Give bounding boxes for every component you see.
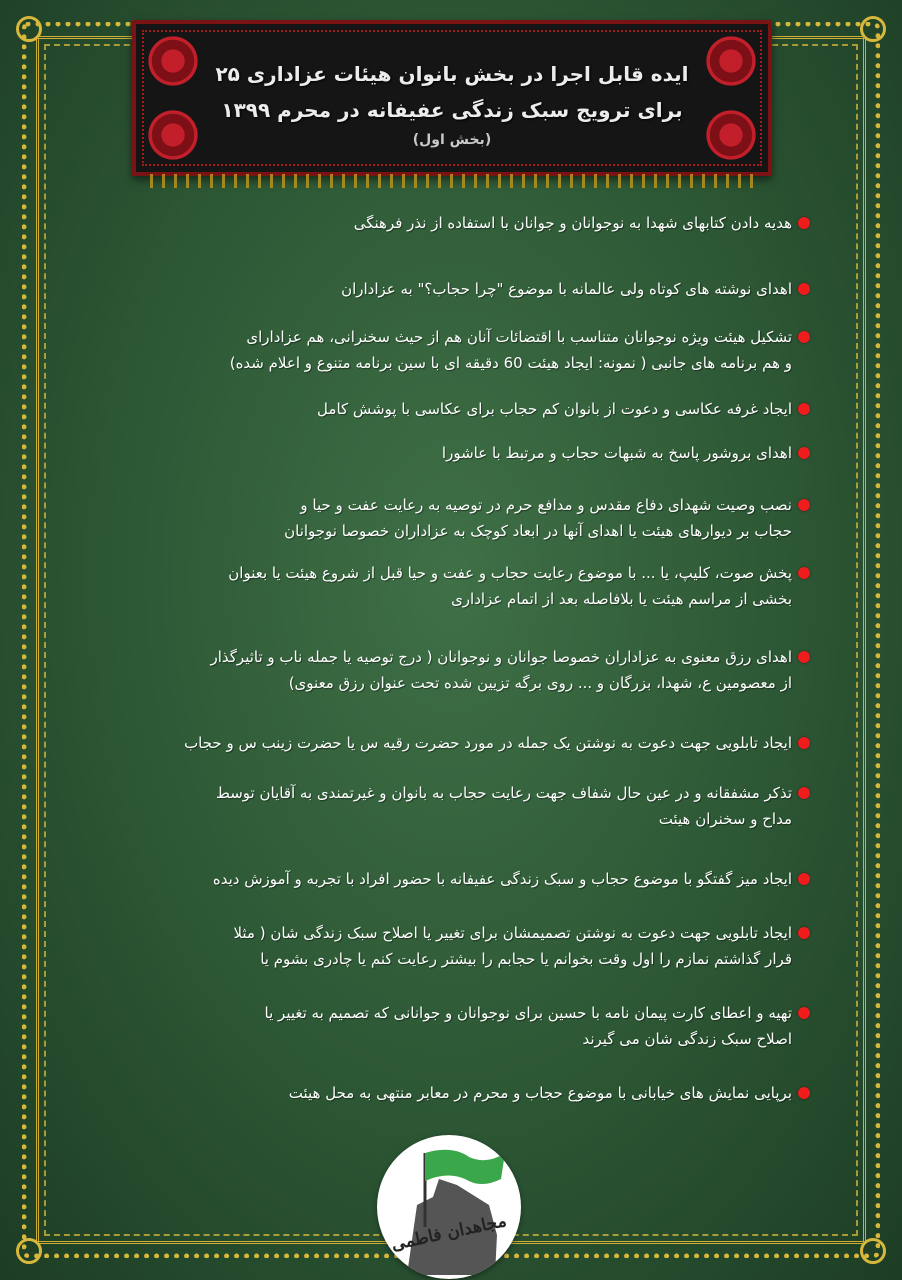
list-item-text bbox=[100, 586, 810, 612]
list-item-label: تشکیل هیئت ویژه نوجوانان متناسب با اقتضائات آنان هم از حیث سخنرانی، هم عزادارای bbox=[246, 328, 792, 346]
list-item-label: ایجاد میز گفتگو با موضوع حجاب و سبک زندگی عفیفانه با حضور افراد با تجربه و آموزش دیده bbox=[212, 870, 792, 888]
list-item-label: اهدای رزق معنوی به عزاداران خصوصا جوانان و نوجوانان ( درج توصیه یا جمله ناب و تاثیرگذار bbox=[210, 648, 792, 666]
list-item-text bbox=[100, 920, 810, 946]
list-item-label: حجاب بر دیوارهای هیئت یا اهدای آنها در ابعاد کوچک به عزاداران خصوصا نوجوانان bbox=[284, 522, 792, 540]
list-item-text bbox=[100, 780, 810, 806]
list-item bbox=[100, 730, 810, 756]
bullet-icon bbox=[798, 927, 810, 939]
list-item-label: ایجاد غرفه عکاسی و دعوت از بانوان کم حجاب برای عکاسی با پوشش کامل bbox=[317, 400, 792, 418]
list-item-text bbox=[100, 946, 810, 972]
list-item-text bbox=[100, 210, 810, 236]
list-item bbox=[100, 440, 810, 466]
list-item-label: هدیه دادن کتابهای شهدا به نوجوانان و جوانان با استفاده از نذر فرهنگی bbox=[353, 214, 792, 232]
list-item bbox=[100, 324, 810, 376]
list-item-text bbox=[100, 396, 810, 422]
bullet-icon bbox=[798, 1007, 810, 1019]
bullet-icon bbox=[798, 651, 810, 663]
list-item-text bbox=[100, 324, 810, 350]
list-item-text bbox=[100, 730, 810, 756]
list-item bbox=[100, 866, 810, 892]
list-item-label: بخشی از مراسم هیئت یا بلافاصله بعد از اتمام عزاداری bbox=[451, 590, 792, 608]
banner-title-line1: ۲۵ ایده قابل اجرا در بخش بانوان هیئات عزاداری bbox=[215, 62, 689, 86]
logo bbox=[377, 1135, 521, 1279]
list-item-label: مداح و سخنران هیئت bbox=[658, 810, 792, 828]
list-item-text bbox=[100, 560, 810, 586]
banner-title-line2: برای ترویج سبک زندگی عفیفانه در محرم ۱۳۹۹ bbox=[221, 98, 683, 122]
list-item-text bbox=[100, 518, 810, 544]
list-item-label: ایجاد تابلویی جهت دعوت به نوشتن تصمیمشان برای تغییر یا اصلاح سبک زندگی شان ( مثلا bbox=[233, 924, 792, 942]
list-item bbox=[100, 1080, 810, 1106]
bullet-icon bbox=[798, 217, 810, 229]
bullet-icon bbox=[798, 447, 810, 459]
bullet-icon bbox=[798, 1087, 810, 1099]
corner-ornament-bl bbox=[16, 1238, 42, 1264]
list-item-label: تذکر مشفقانه و در عین حال شفاف جهت رعایت حجاب به بانوان و غیرتمندی به آقایان توسط bbox=[215, 784, 792, 802]
list-item-text bbox=[100, 276, 810, 302]
list-item bbox=[100, 492, 810, 544]
banner-fringe bbox=[150, 174, 754, 188]
bullet-icon bbox=[798, 499, 810, 511]
list-item-label: و هم برنامه های جانبی ( نمونه: ایجاد هیئت 60 دقیقه ای با سین برنامه متنوع و اعلام شده) bbox=[229, 354, 792, 372]
bullet-icon bbox=[798, 331, 810, 343]
list-item-text bbox=[100, 440, 810, 466]
bullet-icon bbox=[798, 737, 810, 749]
list-item-label: ایجاد تابلویی جهت دعوت به نوشتن یک جمله در مورد حضرت رقیه س یا حضرت زینب س و حجاب bbox=[184, 734, 792, 752]
list-item bbox=[100, 920, 810, 972]
list-item-label: اهدای نوشته های کوتاه ولی عالمانه با موضوع "چرا حجاب؟" به عزاداران bbox=[341, 280, 792, 298]
list-item-label: نصب وصیت شهدای دفاع مقدس و مدافع حرم در توصیه به رعایت عفت و حیا و bbox=[300, 496, 792, 514]
list-item bbox=[100, 1000, 810, 1052]
list-item-text bbox=[100, 1026, 810, 1052]
list-item-label: تهیه و اعطای کارت پیمان نامه با حسین برای نوجوانان و جوانانی که تصمیم به تغییر یا bbox=[264, 1004, 792, 1022]
list-item bbox=[100, 560, 810, 612]
list-item-text bbox=[100, 350, 810, 376]
list-item bbox=[100, 210, 810, 236]
list-item-text bbox=[100, 866, 810, 892]
list-item-label: پخش صوت، کلیپ، یا ... با موضوع رعایت حجاب و عفت و حیا قبل از شروع هیئت یا بعنوان bbox=[228, 564, 792, 582]
list-item-text bbox=[100, 492, 810, 518]
flag-icon bbox=[377, 1135, 521, 1279]
list-item-label: برپایی نمایش های خیابانی با موضوع حجاب و محرم در معابر منتهی به محل هیئت bbox=[288, 1084, 792, 1102]
list-item bbox=[100, 276, 810, 302]
list-item-text bbox=[100, 644, 810, 670]
bullet-icon bbox=[798, 403, 810, 415]
list-item-label: اهدای بروشور پاسخ به شبهات حجاب و مرتبط با عاشورا bbox=[441, 444, 792, 462]
corner-ornament-br bbox=[860, 1238, 886, 1264]
list-item-text bbox=[100, 806, 810, 832]
list-item-label: از معصومین ع، شهدا، بزرگان و ... روی برگه تزیین شده تحت عنوان رزق معنوی) bbox=[288, 674, 792, 692]
list-item-text bbox=[100, 670, 810, 696]
list-item bbox=[100, 644, 810, 696]
list-item-label: قرار گذاشتم نمازم را اول وقت بخوانم یا حجابم را بیشتر رعایت کنم یا چادری بشوم یا bbox=[260, 950, 792, 968]
corner-ornament-tl bbox=[16, 16, 42, 42]
list-item-text bbox=[100, 1000, 810, 1026]
logo-text: مجاهدان فاطمی bbox=[389, 1211, 509, 1255]
list-item bbox=[100, 396, 810, 422]
banner-subtitle: (بخش اول) bbox=[412, 132, 492, 148]
bullet-icon bbox=[798, 567, 810, 579]
bullet-icon bbox=[798, 873, 810, 885]
bullet-icon bbox=[798, 283, 810, 295]
bullet-icon bbox=[798, 787, 810, 799]
list-item-text bbox=[100, 1080, 810, 1106]
list-item bbox=[100, 780, 810, 832]
list-item-label: اصلاح سبک زندگی شان می گیرند bbox=[582, 1030, 792, 1048]
corner-ornament-tr bbox=[860, 16, 886, 42]
